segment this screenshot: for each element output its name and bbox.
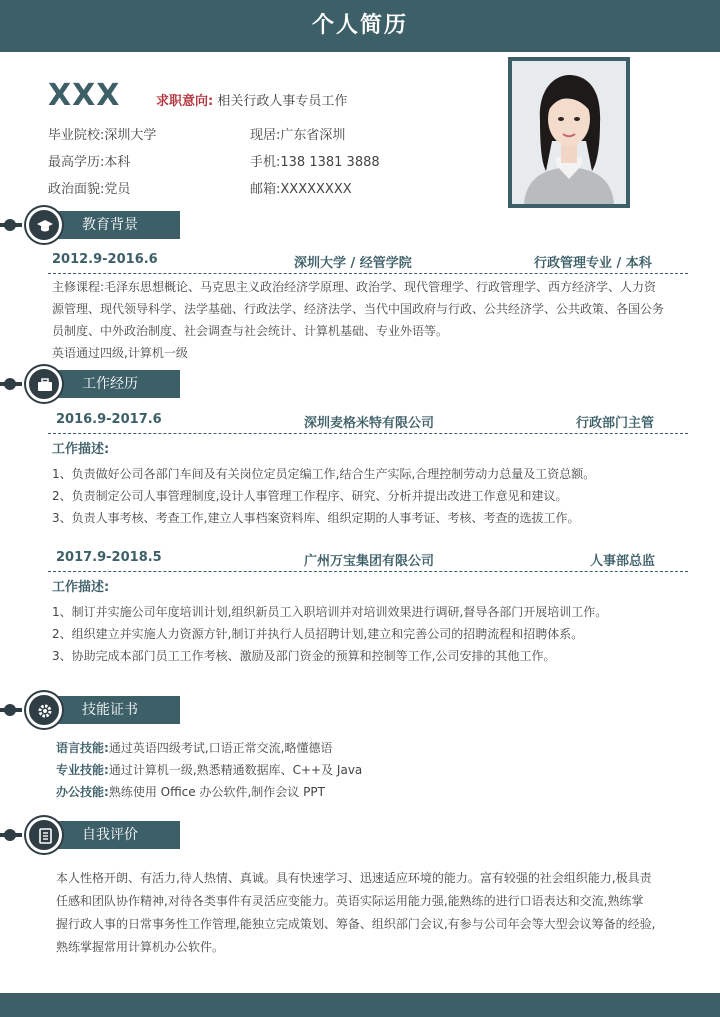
work-1-company: 深圳麦格米特有限公司	[304, 416, 435, 431]
section-self-eval-title: 自我评价	[56, 821, 180, 849]
job-intent-label: 求职意向:	[156, 94, 214, 109]
work-1-item-3: 3、负责人事考核、考查工作,建立人事档案资料库、组织定期的人事考证、考核、考查的选拔工作。	[52, 511, 580, 525]
skill-language	[56, 737, 696, 759]
skill-language-value: 通过英语四级考试,口语正常交流,略懂德语	[108, 741, 333, 755]
candidate-name: XXX	[48, 78, 121, 113]
education-major: 行政管理专业 / 本科	[534, 256, 652, 271]
courses-line-2: 源管理、现代领导科学、法学基础、行政法学、经济法学、当代中国政府与行政、公共经济学、公共政策、各国公务	[52, 302, 665, 316]
courses-line-1: 主修课程:毛泽东思想概论、马克思主义政治经济学原理、政治学、现代管理学、行政管理学、西方经济学、人力资	[52, 280, 657, 294]
degree-info: 最高学历:本科	[48, 155, 131, 170]
self-eval-line-4: 熟练掌握常用计算机办公软件。	[56, 940, 225, 954]
school-info: 毕业院校:深圳大学	[48, 128, 157, 143]
work-1-description	[52, 439, 692, 529]
work-2-description	[52, 577, 692, 667]
self-eval-line-3: 握行政人事的日常事务性工作管理,能独立完成策划、筹备、组织部门会议,有参与公司年会等大型会议筹备的经验,	[56, 917, 656, 931]
skill-office-value: 熟练使用 Office 办公软件,制作会议 PPT	[108, 785, 325, 799]
skill-professional-value: 通过计算机一级,熟悉精通数据库、C++及 Java	[108, 763, 363, 777]
skill-language-label: 语言技能:	[56, 741, 109, 755]
portrait-image	[512, 61, 626, 204]
work-2-item-3: 3、协助完成本部门员工工作考核、激励及部门资金的预算和控制等工作,公司安排的其他工作。	[52, 649, 556, 663]
section-work	[0, 370, 190, 398]
education-school: 深圳大学 / 经管学院	[294, 256, 412, 271]
work-2-company: 广州万宝集团有限公司	[304, 554, 435, 569]
education-courses	[52, 276, 692, 364]
self-eval-line-1: 本人性格开朗、有活力,待人热情、真诚。具有快速学习、迅速适应环境的能力。富有较强的社会组织能力,极具责	[56, 871, 652, 885]
education-period: 2012.9-2016.6	[52, 252, 158, 267]
briefcase-icon	[26, 366, 62, 402]
work-row-1	[48, 412, 688, 434]
section-work-title: 工作经历	[56, 370, 180, 398]
skill-professional	[56, 759, 696, 781]
work-1-item-1: 1、负责做好公司各部门车间及有关岗位定员定编工作,结合生产实际,合理控制劳动力总量及工资总额。	[52, 467, 596, 481]
courses-line-3: 员制度、中外政治制度、社会调查与社会统计、计算机基础、专业外语等。	[52, 324, 449, 338]
skill-professional-label: 专业技能:	[56, 763, 109, 777]
job-intent-value: 相关行政人事专员工作	[217, 94, 348, 109]
section-education	[0, 211, 190, 239]
work-2-item-1: 1、制订并实施公司年度培训计划,组织新员工入职培训并对培训效果进行调研,督导各部门开展培训工作。	[52, 605, 608, 619]
skill-office	[56, 781, 696, 803]
section-skills	[0, 696, 190, 724]
education-row	[48, 252, 688, 274]
work-2-period: 2017.9-2018.5	[56, 550, 162, 565]
page-title: 个人简历	[0, 0, 720, 52]
work-2-role: 人事部总监	[590, 554, 656, 569]
self-evaluation	[56, 867, 696, 959]
work-1-period: 2016.9-2017.6	[56, 412, 162, 427]
work-1-item-2: 2、负责制定公司人事管理制度,设计人事管理工作程序、研究、分析并提出改进工作意见和建议。	[52, 489, 568, 503]
section-self-eval	[0, 821, 190, 849]
self-eval-line-2: 任感和团队协作精神,对待各类事件有灵活应变能力。英语实际运用能力强,能熟练的进行口语表达和交流,熟练掌	[56, 894, 644, 908]
job-intent	[156, 90, 347, 109]
work-row-2	[48, 550, 688, 572]
phone-info: 手机:138 1381 3888	[250, 155, 380, 170]
section-education-title: 教育背景	[56, 211, 180, 239]
graduation-cap-icon	[26, 207, 62, 243]
email-info: 邮箱:XXXXXXXX	[250, 182, 352, 197]
notebook-icon	[26, 817, 62, 853]
footer-bar	[0, 993, 720, 1017]
politics-info: 政治面貌:党员	[48, 182, 131, 197]
gear-icon	[26, 692, 62, 728]
work-2-desc-label: 工作描述:	[52, 580, 110, 595]
work-2-item-2: 2、组织建立并实施人力资源方针,制订并执行人员招聘计划,建立和完善公司的招聘流程和招聘体系。	[52, 627, 584, 641]
education-cert: 英语通过四级,计算机一级	[52, 346, 188, 360]
location-info: 现居:广东省深圳	[250, 128, 346, 143]
work-1-desc-label: 工作描述:	[52, 442, 110, 457]
skills-list	[56, 737, 696, 803]
section-skills-title: 技能证书	[56, 696, 180, 724]
profile-photo	[508, 57, 630, 208]
work-1-role: 行政部门主管	[576, 416, 655, 431]
skill-office-label: 办公技能:	[56, 785, 109, 799]
